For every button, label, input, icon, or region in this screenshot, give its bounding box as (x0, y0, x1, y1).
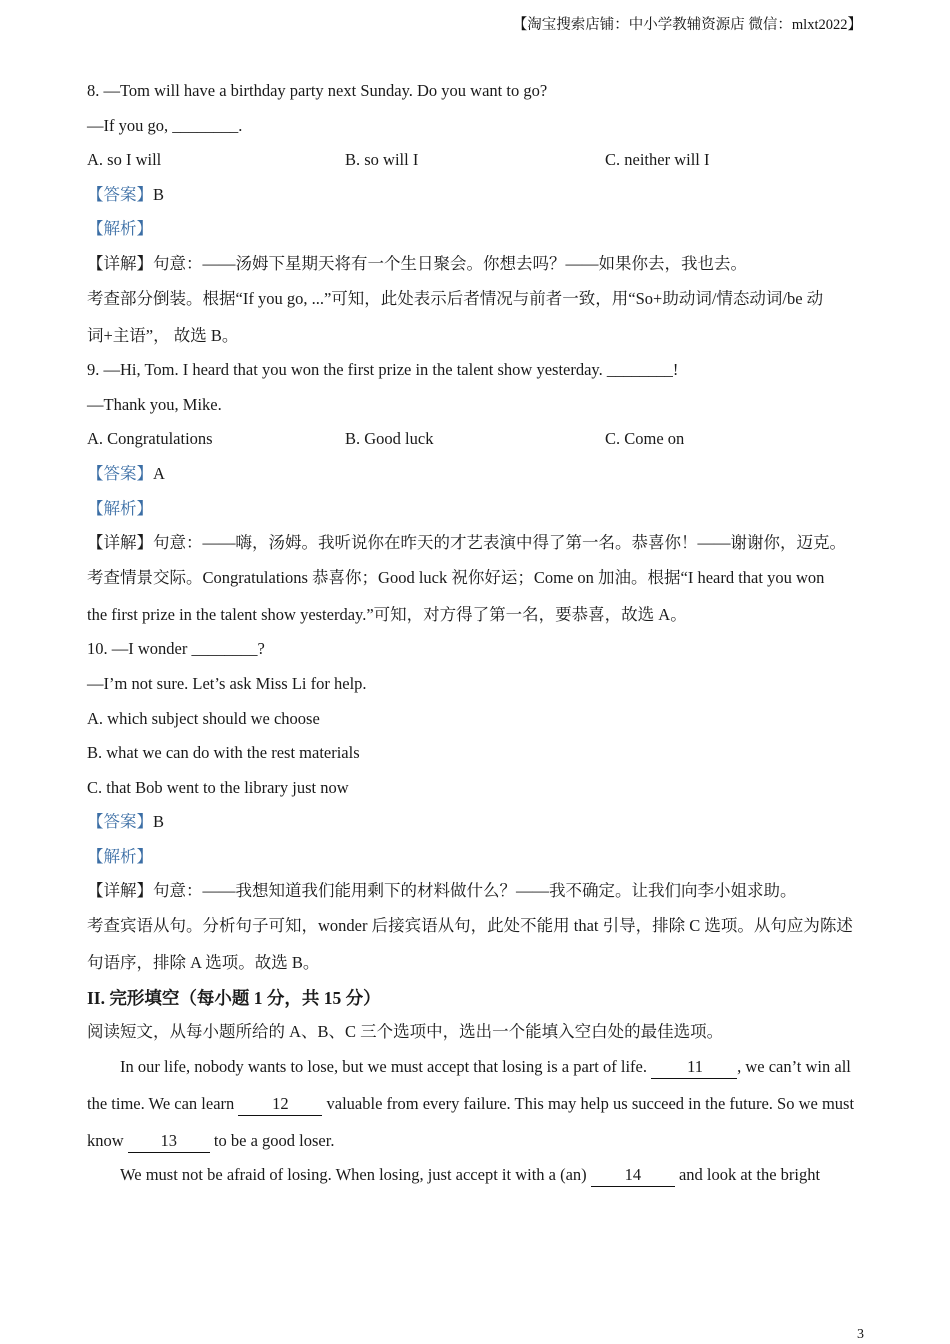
q10-analysis (87, 844, 867, 879)
blank-14: 14 (591, 1164, 675, 1187)
q10-answer-value: B (153, 812, 165, 832)
answer-tag: 【答案】 (87, 463, 153, 483)
q8-option-a: A. so I will (87, 150, 162, 170)
q10-question: 10. —I wonder ________? (87, 639, 265, 659)
section-title: II. 完形填空（每小题 1 分，共 15 分） (87, 987, 381, 1008)
q9-option-a: A. Congratulations (87, 429, 213, 449)
q10-reply: —I’m not sure. Let’s ask Miss Li for help. (87, 673, 367, 693)
page-number: 3 (857, 1327, 864, 1342)
blank-13: 13 (128, 1130, 210, 1153)
q10-option-a: A. which subject should we choose (87, 708, 320, 728)
passage-line-1 (87, 1054, 867, 1091)
passage-text: and look at the bright (678, 1165, 821, 1185)
q8-detail-3: 词+主语”， 故选 B。 (87, 325, 239, 345)
q8-detail-1: 【详解】句意：——汤姆下星期天将有一个生日聚会。你想去吗？——如果你去，我也去。 (87, 253, 747, 273)
q9-answer (87, 461, 867, 496)
q8-option-b: B. so will I (345, 150, 419, 170)
q9-detail-2: 考查情景交际。Congratulations 恭喜你；Good luck 祝你好运；Come on 加油。根据“I heard that you won (87, 567, 825, 587)
answer-tag: 【答案】 (87, 812, 153, 832)
passage-text: valuable from every failure. This may help us succeed in the future. So we must (326, 1093, 855, 1113)
blank-12: 12 (238, 1093, 322, 1116)
q10-detail-1: 【详解】句意：——我想知道我们能用剩下的材料做什么？——我不确定。让我们向李小姐求助。 (87, 881, 797, 901)
blank-11: 11 (651, 1056, 737, 1079)
q8-question: 8. —Tom will have a birthday party next Sunday. Do you want to go? (87, 81, 548, 100)
q9-option-b: B. Good luck (345, 429, 434, 449)
q10-detail-3: 句语序，排除 A 选项。故选 B。 (87, 953, 320, 973)
passage-text: , we can’t win all (737, 1056, 851, 1076)
q10-detail-2: 考查宾语从句。分析句子可知，wonder 后接宾语从句，此处不能用 that 引导，排除 C 选项。从句应为陈述 (87, 916, 853, 936)
passage-text: to be a good loser. (213, 1130, 335, 1150)
q8-analysis (87, 216, 867, 251)
q8-reply: —If you go, ________. (87, 115, 243, 135)
passage-line-4 (87, 1162, 867, 1197)
q9-answer-value: A (153, 463, 165, 483)
passage-text: In our life, nobody wants to lose, but we must accept that losing is a part of life. (120, 1056, 647, 1076)
q9-detail-3: the first prize in the talent show yesterday.”可知，对方得了第一名，要恭喜，故选 A。 (87, 604, 687, 624)
passage-text: We must not be afraid of losing. When losing, just accept it with a (an) (120, 1165, 587, 1185)
passage-line-2 (87, 1091, 867, 1128)
q10-option-b: B. what we can do with the rest materials (87, 743, 360, 763)
page-header: 【淘宝搜索店铺：中小学教辅资源店 微信：mlxt2022】 (512, 17, 862, 33)
section-instruction: 阅读短文，从每小题所给的 A、B、C 三个选项中，选出一个能填入空白处的最佳选项。 (87, 1022, 724, 1042)
q9-options (87, 426, 867, 461)
q9-question: 9. —Hi, Tom. I heard that you won the first prize in the talent show yesterday. ________! (87, 360, 679, 380)
document-body (87, 78, 867, 1197)
q8-options (87, 147, 867, 182)
answer-tag: 【答案】 (87, 184, 153, 204)
q8-answer-value: B (153, 184, 165, 204)
passage-text: the time. We can learn (87, 1093, 235, 1113)
q9-detail-1: 【详解】句意：——嗨，汤姆。我听说你在昨天的才艺表演中得了第一名。恭喜你！——谢谢你，迈克。 (87, 533, 846, 553)
q8-detail-2: 考查部分倒装。根据“If you go, ...”可知，此处表示后者情况与前者一致，用“So+助动词/情态动词/be 动 (87, 288, 824, 308)
q9-reply: —Thank you, Mike. (87, 394, 222, 414)
passage-text: know (87, 1130, 124, 1150)
analysis-tag: 【解析】 (87, 498, 153, 518)
passage-line-3 (87, 1128, 867, 1163)
q9-analysis (87, 496, 867, 531)
analysis-tag: 【解析】 (87, 846, 153, 866)
q10-option-c: C. that Bob went to the library just now (87, 777, 349, 797)
q8-option-c: C. neither will I (605, 150, 710, 170)
q10-answer (87, 809, 867, 844)
analysis-tag: 【解析】 (87, 219, 153, 239)
q8-answer (87, 182, 867, 217)
q9-option-c: C. Come on (605, 429, 685, 449)
